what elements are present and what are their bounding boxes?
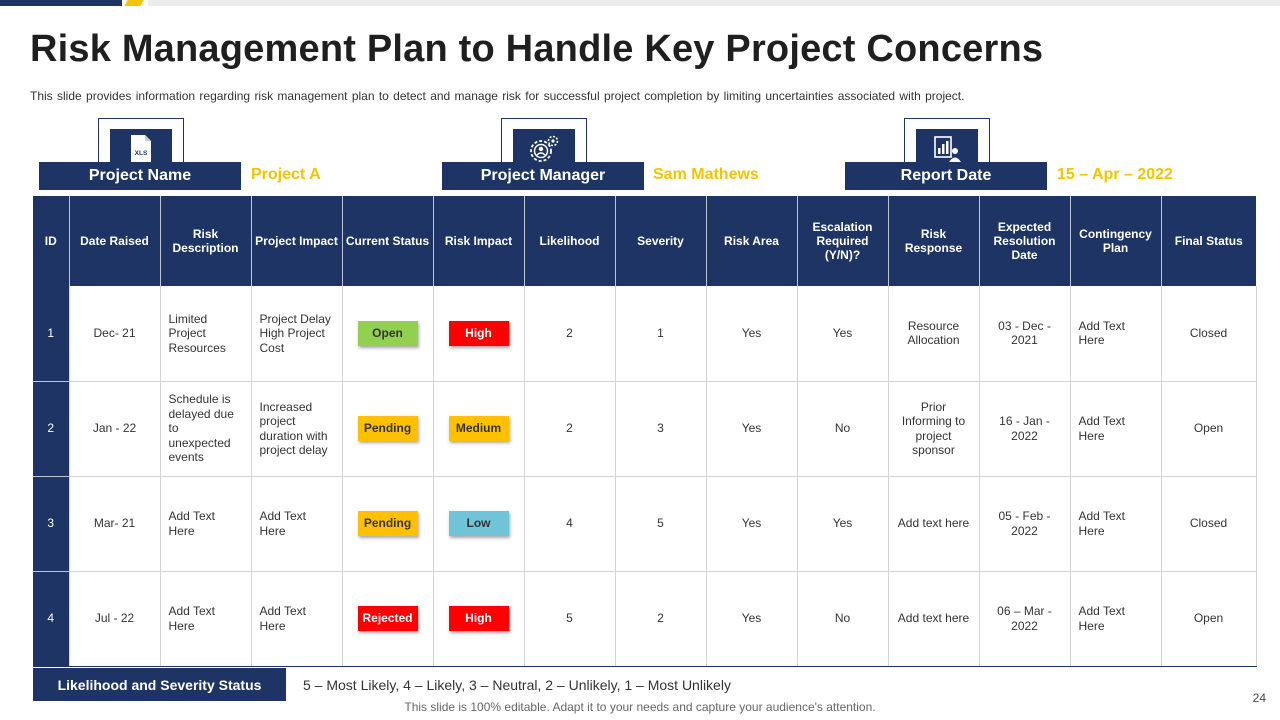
risk-table (33, 196, 1257, 667)
xls-icon-label: XLS (134, 150, 148, 157)
resolution-date: 05 - Feb - 2022 (979, 476, 1070, 571)
contingency-plan: Add Text Here (1070, 571, 1161, 666)
risk-response: Prior Informing to project sponsor (888, 381, 979, 476)
column-header: Risk Impact (433, 196, 524, 286)
column-header: Likelihood (524, 196, 615, 286)
risk-description: Add Text Here (160, 571, 251, 666)
project-manager-block (442, 118, 782, 190)
impact-badge: Low (449, 511, 509, 536)
contingency-plan: Add Text Here (1070, 381, 1161, 476)
current-status-cell (342, 476, 433, 571)
contingency-plan: Add Text Here (1070, 476, 1161, 571)
risk-id: 1 (33, 286, 69, 381)
risk-description: Schedule is delayed due to unexpected events (160, 381, 251, 476)
risk-impact-cell (433, 381, 524, 476)
risk-description: Limited Project Resources (160, 286, 251, 381)
date-raised: Mar- 21 (69, 476, 160, 571)
resolution-date: 03 - Dec - 2021 (979, 286, 1070, 381)
column-header: Severity (615, 196, 706, 286)
legend-label: Likelihood and Severity Status (33, 668, 286, 701)
column-header: Expected Resolution Date (979, 196, 1070, 286)
likelihood: 2 (524, 286, 615, 381)
severity: 1 (615, 286, 706, 381)
risk-id: 2 (33, 381, 69, 476)
escalation-required: Yes (797, 286, 888, 381)
top-accent-yellow (124, 0, 143, 6)
impact-badge: High (449, 321, 509, 346)
project-name-block (39, 118, 339, 190)
risk-description: Add Text Here (160, 476, 251, 571)
top-accent-gray (148, 0, 1280, 6)
report-date-value: 15 – Apr – 2022 (1057, 166, 1173, 183)
risk-area: Yes (706, 286, 797, 381)
table-row (33, 476, 1256, 571)
likelihood: 5 (524, 571, 615, 666)
risk-area: Yes (706, 476, 797, 571)
project-manager-label: Project Manager (442, 162, 644, 190)
column-header: Risk Area (706, 196, 797, 286)
status-badge: Pending (358, 511, 418, 536)
column-header: Risk Response (888, 196, 979, 286)
status-badge: Rejected (358, 606, 418, 631)
date-raised: Jul - 22 (69, 571, 160, 666)
escalation-required: Yes (797, 476, 888, 571)
risk-id: 4 (33, 571, 69, 666)
risk-response: Add text here (888, 571, 979, 666)
status-badge: Pending (358, 416, 418, 441)
final-status: Open (1161, 381, 1256, 476)
escalation-required: No (797, 571, 888, 666)
project-name-value: Project A (251, 166, 321, 183)
risk-table-container (33, 196, 1256, 666)
table-row (33, 286, 1256, 381)
table-row (33, 571, 1256, 666)
project-impact: Add Text Here (251, 571, 342, 666)
column-header: Project Impact (251, 196, 342, 286)
date-raised: Dec- 21 (69, 286, 160, 381)
project-name-label: Project Name (39, 162, 241, 190)
resolution-date: 16 - Jan - 2022 (979, 381, 1070, 476)
top-accent-navy (0, 0, 122, 6)
current-status-cell (342, 571, 433, 666)
manager-gear-icon (527, 134, 561, 164)
risk-response: Add text here (888, 476, 979, 571)
column-header: ID (33, 196, 69, 286)
project-impact: Increased project duration with project delay (251, 381, 342, 476)
column-header: Escalation Required (Y/N)? (797, 196, 888, 286)
report-chart-icon (932, 134, 962, 164)
risk-impact-cell (433, 476, 524, 571)
likelihood: 2 (524, 381, 615, 476)
risk-impact-cell (433, 571, 524, 666)
date-raised: Jan - 22 (69, 381, 160, 476)
severity: 3 (615, 381, 706, 476)
resolution-date: 06 – Mar - 2022 (979, 571, 1070, 666)
impact-badge: Medium (449, 416, 509, 441)
footer-note: This slide is 100% editable. Adapt it to your needs and capture your audience's attention. (404, 700, 876, 714)
column-header: Date Raised (69, 196, 160, 286)
column-header: Contingency Plan (1070, 196, 1161, 286)
status-badge: Open (358, 321, 418, 346)
current-status-cell (342, 381, 433, 476)
slide-subtitle: This slide provides information regarding risk management plan to detect and manage risk for successful project completion by limiting uncertainties associated with project. (30, 89, 965, 103)
column-header: Risk Description (160, 196, 251, 286)
final-status: Closed (1161, 286, 1256, 381)
table-row (33, 381, 1256, 476)
project-manager-value: Sam Mathews (653, 166, 759, 183)
page-number: 24 (1252, 691, 1266, 705)
severity: 2 (615, 571, 706, 666)
risk-id: 3 (33, 476, 69, 571)
risk-area: Yes (706, 571, 797, 666)
likelihood: 4 (524, 476, 615, 571)
current-status-cell (342, 286, 433, 381)
contingency-plan: Add Text Here (1070, 286, 1161, 381)
impact-badge: High (449, 606, 509, 631)
severity: 5 (615, 476, 706, 571)
column-header: Current Status (342, 196, 433, 286)
table-header-row (33, 196, 1256, 286)
slide-title: Risk Management Plan to Handle Key Project Concerns (30, 28, 1044, 70)
project-impact: Project Delay High Project Cost (251, 286, 342, 381)
risk-response: Resource Allocation (888, 286, 979, 381)
project-impact: Add Text Here (251, 476, 342, 571)
final-status: Closed (1161, 476, 1256, 571)
report-date-label: Report Date (845, 162, 1047, 190)
risk-impact-cell (433, 286, 524, 381)
risk-area: Yes (706, 381, 797, 476)
final-status: Open (1161, 571, 1256, 666)
xls-file-icon (129, 134, 153, 164)
report-date-block (845, 118, 1185, 190)
column-header: Final Status (1161, 196, 1256, 286)
escalation-required: No (797, 381, 888, 476)
legend-text: 5 – Most Likely, 4 – Likely, 3 – Neutral, 2 – Unlikely, 1 – Most Unlikely (303, 677, 731, 693)
